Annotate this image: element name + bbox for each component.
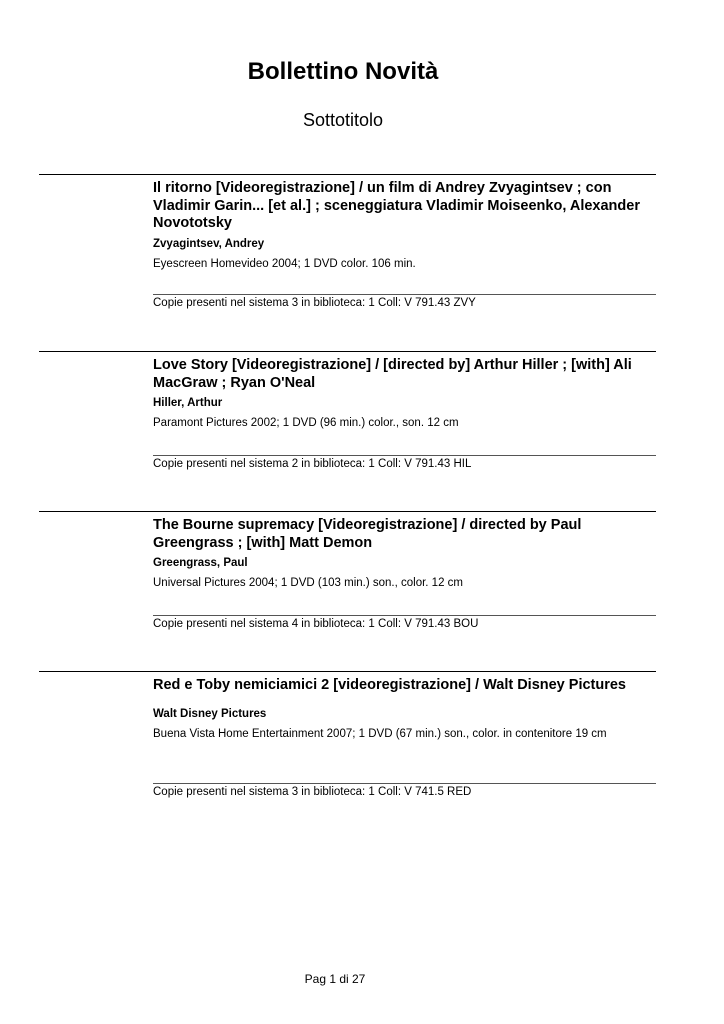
record-publication: Buena Vista Home Entertainment 2007; 1 DVD (67 min.) son., color. in contenitore 19 cm — [153, 727, 607, 740]
record-divider — [39, 671, 656, 672]
record-author: Zvyagintsev, Andrey — [153, 237, 265, 250]
page-title: Bollettino Novità — [247, 58, 439, 85]
record-title[interactable]: The Bourne supremacy [Videoregistrazione] / directed by Paul Greengrass ; [with] Matt Demon — [153, 517, 582, 551]
record-divider — [39, 174, 656, 175]
record-divider — [39, 511, 656, 512]
record-body — [153, 677, 656, 741]
record-author: Greengrass, Paul — [153, 557, 248, 569]
record-publication: Eyescreen Homevideo 2004; 1 DVD color. 106 min. — [153, 257, 416, 270]
record-body — [153, 357, 656, 430]
record-author: Hiller, Arthur — [153, 397, 223, 409]
record-publication: Paramont Pictures 2002; 1 DVD (96 min.) color., son. 12 cm — [153, 417, 459, 429]
record-title[interactable]: Red e Toby nemiciamici 2 [videoregistrazione] / Walt Disney Pictures — [153, 677, 626, 693]
page-subtitle: Sottotitolo — [302, 110, 384, 130]
record-holdings: Copie presenti nel sistema 3 in biblioteca: 1 Coll: V 791.43 ZVY — [153, 294, 656, 310]
record-title[interactable]: Love Story [Videoregistrazione] / [directed by] Arthur Hiller ; [with] Ali MacGraw ; Ryan O'Neal — [153, 357, 632, 391]
record-publication: Universal Pictures 2004; 1 DVD (103 min.) son., color. 12 cm — [153, 577, 463, 589]
page-number: Pag 1 di 27 — [304, 972, 366, 986]
record-body — [153, 517, 656, 590]
record-author: Walt Disney Pictures — [153, 707, 267, 720]
record-holdings: Copie presenti nel sistema 3 in biblioteca: 1 Coll: V 741.5 RED — [153, 783, 656, 799]
record-holdings: Copie presenti nel sistema 2 in biblioteca: 1 Coll: V 791.43 HIL — [153, 455, 656, 471]
record-body — [153, 180, 656, 271]
record-holdings: Copie presenti nel sistema 4 in biblioteca: 1 Coll: V 791.43 BOU — [153, 615, 656, 631]
record-divider — [39, 351, 656, 352]
record-title[interactable]: Il ritorno [Videoregistrazione] / un film di Andrey Zvyagintsev ; con Vladimir Garin... [et al.] ; sceneggiatura Vladimir Moiseenko, Alexander Novototsky — [153, 180, 640, 231]
